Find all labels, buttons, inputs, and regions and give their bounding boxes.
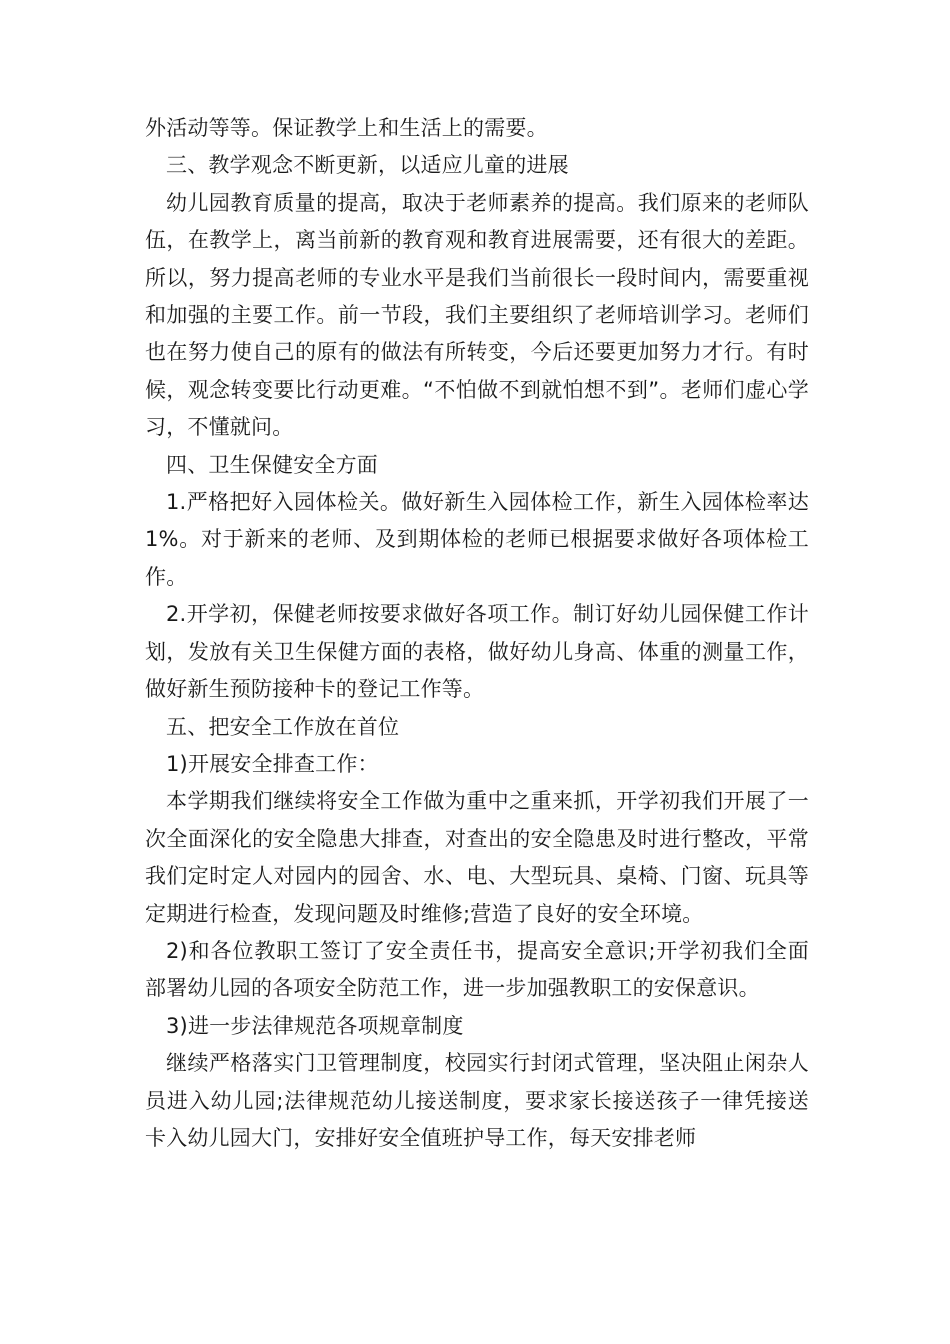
section-heading-3: 三、教学观念不断更新，以适应儿童的进展 <box>166 153 569 178</box>
paragraph-safety-inspection: 本学期我们继续将安全工作做为重中之重来抓，开学初我们开展了一次全面深化的安全隐患大排查，对查出的安全隐患及时进行整改，平常我们定时定人对园内的园舍、水、电、大型玩具、桌椅、门窗、玩具等定期进行检查，发现问题及时维修;营造了良好的安全环境。 <box>145 789 809 926</box>
list-item-safety-responsibility: 2)和各位教职工签订了安全责任书，提高安全意识;开学初我们全面部署幼儿园的各项安全防范工作，进一步加强教职工的安保意识。 <box>145 938 809 1001</box>
paragraph-continued: 外活动等等。保证教学上和生活上的需要。 <box>145 116 548 140</box>
document-body <box>145 110 809 1157</box>
paragraph-teacher-quality: 幼儿园教育质量的提高，取决于老师素养的提高。我们原来的老师队伍，在教学上，离当前新的教育观和教育进展需要，还有很大的差距。所以，努力提高老师的专业水平是我们当前很长一段时间内，需要重视和加强的主要工作。前一节段，我们主要组织了老师培训学习。老师们也在努力使自己的原有的做法有所转变，今后还要更加努力才行。有时候，观念转变要比行动更难。“不怕做不到就怕想不到”。老师们虚心学习，不懂就问。 <box>145 190 809 440</box>
list-item-safety-inspection: 1)开展安全排查工作： <box>166 751 379 776</box>
section-heading-5: 五、把安全工作放在首位 <box>166 714 400 739</box>
paragraph-gate-management: 继续严格落实门卫管理制度，校园实行封闭式管理，坚决阻止闲杂人员进入幼儿园;法律规范幼儿接送制度，要求家长接送孩子一律凭接送卡入幼儿园大门，安排好安全值班护导工作，每天安排老师 <box>145 1051 809 1150</box>
section-heading-4: 四、卫生保健安全方面 <box>166 452 378 477</box>
list-item-health-check: 1.严格把好入园体检关。做好新生入园体检工作，新生入园体检率达 1%。对于新来的老师、及到期体检的老师已根据要求做好各项体检工作。 <box>145 490 809 589</box>
list-item-regulations: 3)进一步法律规范各项规章制度 <box>166 1013 464 1038</box>
list-item-health-work: 2.开学初，保健老师按要求做好各项工作。制订好幼儿园保健工作计划，发放有关卫生保健方面的表格，做好幼儿身高、体重的测量工作，做好新生预防接种卡的登记工作等。 <box>145 602 809 702</box>
